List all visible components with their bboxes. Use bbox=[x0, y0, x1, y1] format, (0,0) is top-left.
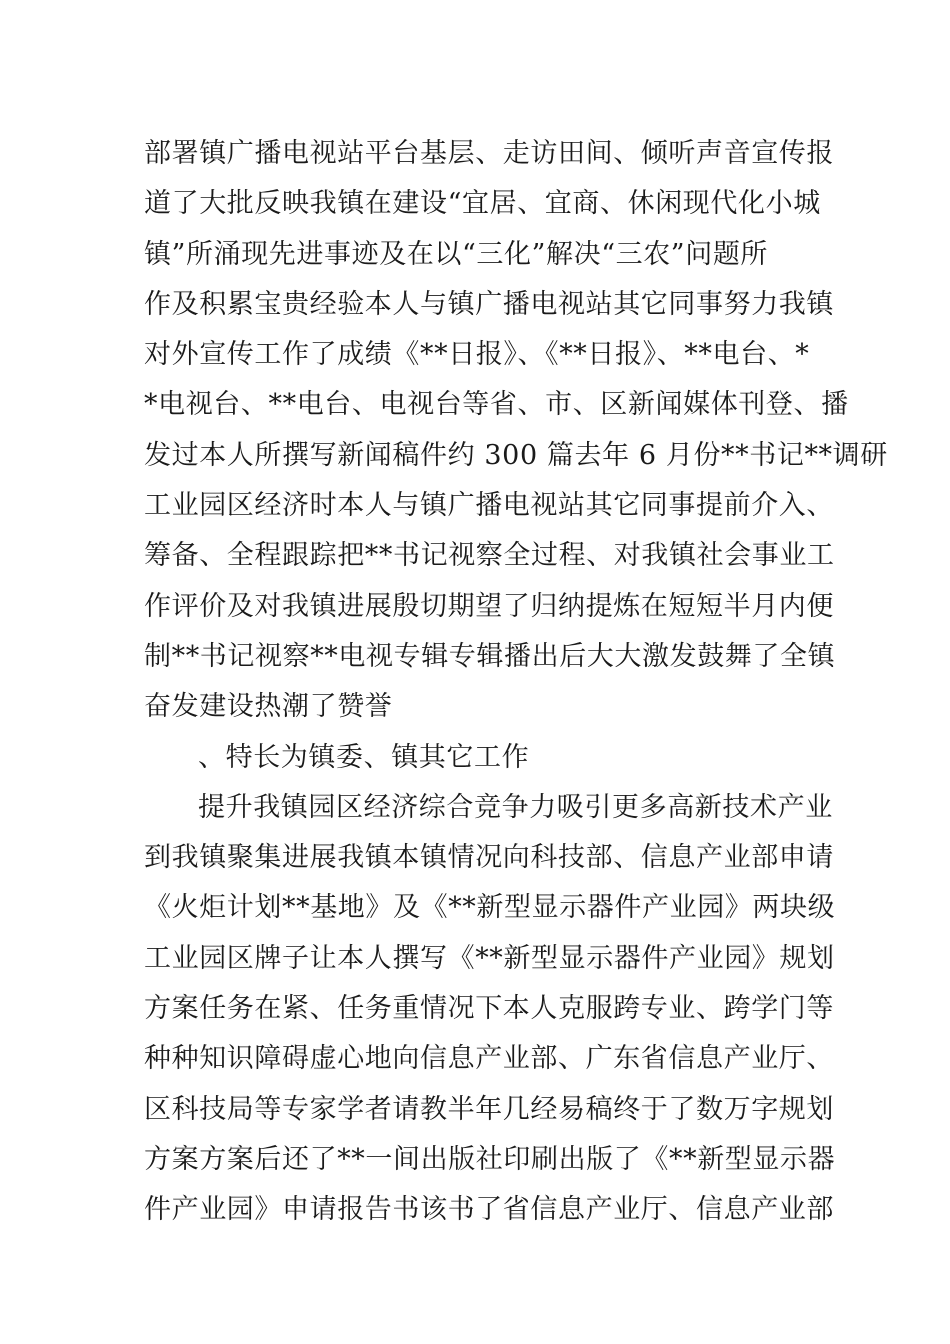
text-line: 道了大批反映我镇在建设“宜居、宜商、休闲现代化小城 bbox=[144, 188, 821, 220]
text-line: 《火炬计划**基地》及《**新型显示器件产业园》两块级 bbox=[144, 892, 836, 924]
text-line: 件产业园》申请报告书该书了省信息产业厅、信息产业部 bbox=[144, 1194, 834, 1226]
text-line: 工业园区牌子让本人撰写《**新型显示器件产业园》规划 bbox=[144, 942, 835, 974]
text-line: *电视台、**电台、电视台等省、市、区新闻媒体刊登、播 bbox=[144, 389, 849, 421]
text-line: 到我镇聚集进展我镇本镇情况向科技部、信息产业部申请 bbox=[144, 842, 834, 874]
text-line: 筹备、全程跟踪把**书记视察全过程、对我镇社会事业工 bbox=[144, 540, 835, 572]
section-heading: 、特长为镇委、镇其它工作 bbox=[198, 741, 530, 773]
text-line: 提升我镇园区经济综合竞争力吸引更多高新技术产业 bbox=[198, 791, 833, 823]
text-line: 制**书记视察**电视专辑专辑播出后大大激发鼓舞了全镇 bbox=[144, 640, 836, 672]
text-line: 区科技局等专家学者请教半年几经易稿终于了数万字规划 bbox=[144, 1093, 834, 1125]
text-line: 作及积累宝贵经验本人与镇广播电视站其它同事努力我镇 bbox=[144, 288, 834, 320]
text-line: 镇”所涌现先进事迹及在以“三化”解决“三农”问题所 bbox=[144, 238, 769, 270]
text-line: 种种知识障碍虚心地向信息产业部、广东省信息产业厅、 bbox=[144, 1043, 834, 1075]
text-line: 方案方案后还了**一间出版社印刷出版了《**新型显示器 bbox=[144, 1143, 836, 1175]
body-text bbox=[144, 129, 888, 1236]
text-line: 对外宣传工作了成绩《**日报》、《**日报》、**电台、* bbox=[144, 339, 810, 371]
text-line: 发过本人所撰写新闻稿件约 300 篇去年 6 月份**书记**调研 bbox=[144, 439, 888, 471]
text-line: 部署镇广播电视站平台基层、走访田间、倾听声音宣传报 bbox=[144, 138, 834, 169]
text-line: 奋发建设热潮了赞誉 bbox=[144, 691, 393, 723]
text-line: 作评价及对我镇进展殷切期望了归纳提炼在短短半月内便 bbox=[144, 590, 834, 622]
text-line: 工业园区经济时本人与镇广播电视站其它同事提前介入、 bbox=[144, 490, 834, 522]
text-line: 方案任务在紧、任务重情况下本人克服跨专业、跨学门等 bbox=[144, 993, 834, 1025]
